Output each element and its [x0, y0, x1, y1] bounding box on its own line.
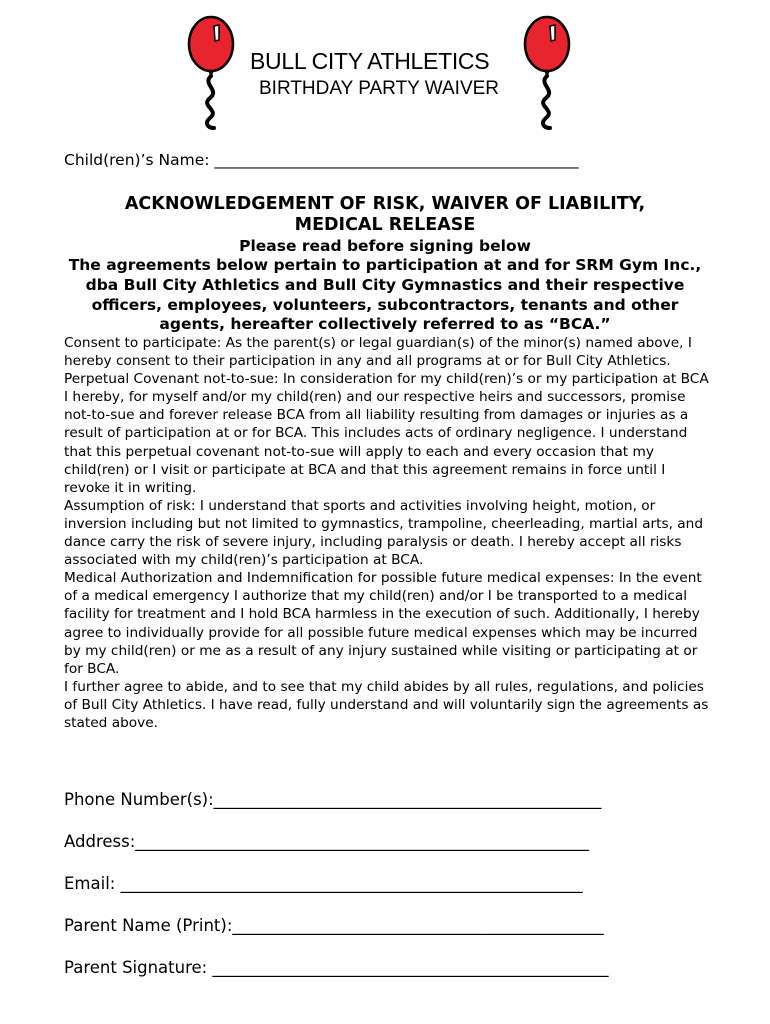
intro-paragraph: The agreements below pertain to participation at and for SRM Gym Inc., dba Bull City Athletics and Bull City Gymnastics and their respective officers, employees, volunteers, subcontractors, tenants and other agents, hereafter collectively referred to as “BCA.” [68, 256, 702, 334]
parent-name-field[interactable]: Parent Name (Print):_____________________________________________ [64, 916, 604, 935]
email-field[interactable]: Email: ________________________________________________________ [64, 874, 583, 893]
waiver-heading-line1: ACKNOWLEDGEMENT OF RISK, WAIVER OF LIABILITY, [124, 194, 646, 214]
address-field[interactable]: Address:_______________________________________________________ [64, 832, 590, 851]
balloon-left-icon [186, 14, 236, 132]
document-subtitle: BIRTHDAY PARTY WAIVER [259, 78, 500, 99]
children-name-field[interactable]: Child(ren)’s Name: _______________________________________________ [64, 151, 579, 169]
parent-signature-field[interactable]: Parent Signature: ________________________________________________ [64, 958, 609, 977]
please-read-note: Please read before signing below [239, 237, 531, 255]
balloon-right-icon [522, 14, 572, 132]
waiver-body [64, 334, 714, 732]
medical-paragraph: Medical Authorization and Indemnification for possible future medical expenses: In the event of a medical emergency I authorize that my child(ren) and/or I be transported to a medical facility for treatment and I hold BCA harmless in the execution of such. Additionally, I hereby agree to individually provide for all possible future medical expenses which may be incurred by my child(ren) or me as a result of any injury sustained while visiting or participating at or for BCA. [64, 570, 702, 677]
consent-paragraph: Consent to participate: As the parent(s) or legal guardian(s) of the minor(s) named above, I hereby consent to their participation in any and all programs at or for Bull City Athletics. [64, 335, 692, 370]
phone-field[interactable]: Phone Number(s):_______________________________________________ [64, 790, 602, 809]
rules-paragraph: I further agree to abide, and to see that my child abides by all rules, regulations, and policies of Bull City Athletics. I have read, fully understand and will voluntarily sign the agreements as stated above. [64, 678, 709, 731]
waiver-heading-line2: MEDICAL RELEASE [294, 215, 476, 235]
risk-paragraph: Assumption of risk: I understand that sports and activities involving height, motion, or inversion including but not limited to gymnastics, trampoline, cheerleading, martial arts, and dance carry the risk of severe injury, including paralysis or death. I hereby accept all risks associated with my child(ren)’s participation at BCA. [64, 497, 704, 569]
covenant-paragraph: Perpetual Covenant not-to-sue: In consideration for my child(ren)’s or my participation at BCA I hereby, for myself and/or my child(ren) and our respective heirs and successors, promise not-to-sue and forever release BCA from all liability resulting from damages or injuries as a result of participation at or for BCA. This includes acts of ordinary negligence. I understand that this perpetual covenant not-to-sue will apply to each and every occasion that my child(ren) or I visit or participate at BCA and that this agreement remains in force until I revoke it in writing. [64, 371, 709, 496]
document-title: BULL CITY ATHLETICS [250, 48, 490, 74]
